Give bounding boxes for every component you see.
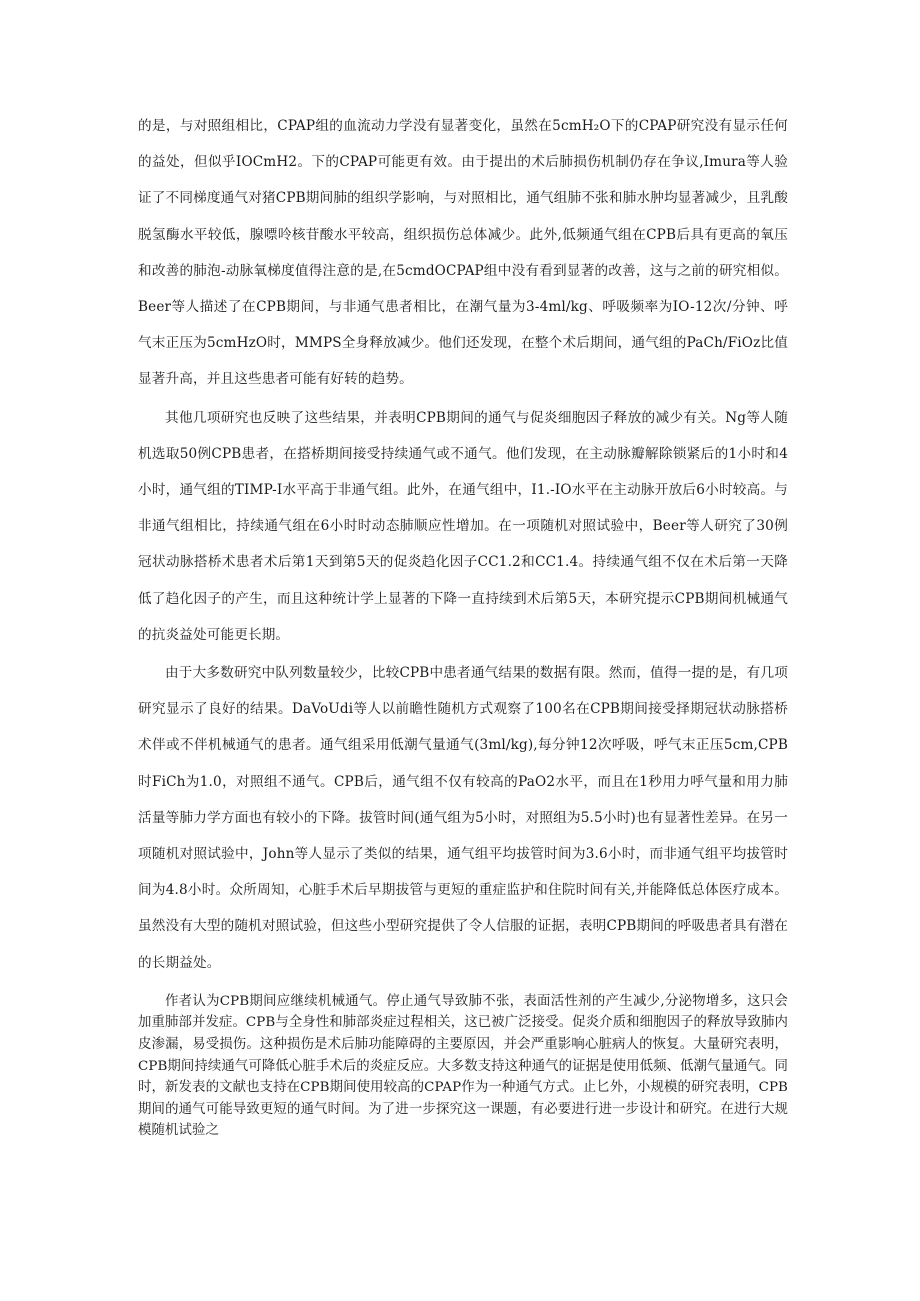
paragraph-3: 由于大多数研究中队列数量较少，比较CPB中患者通气结果的数据有限。然而，值得一提的是，有几项研究显示了良好的结果。DaVoUdi等人以前瞻性随机方式观察了100名在CPB期间接受择期冠状动脉搭桥术伴或不伴机械通气的患者。通气组采用低潮气量通气(3ml∕kg),每分钟12次呼吸，呼气末正压5cm,CPB时FiCh为1.0，对照组不通气。CPB后，通气组不仅有较高的PaO2水平，而且在1秒用力呼气量和用力肺活量等肺力学方面也有较小的下降。拔管时间(通气组为5小时，对照组为5.5小时)也有显著性差异。在另一项随机对照试验中，John等人显示了类似的结果，通气组平均拔管时间为3.6小时，而非通气组平均拔管时间为4.8小时。众所周知，心脏手术后早期拔管与更短的重症监护和住院时间有关,并能降低总体医疗成本。虽然没有大型的随机对照试验，但这些小型研究提供了令人信服的证据，表明CPB期间的呼吸患者具有潜在的长期益处。 — [138, 665, 788, 971]
paragraph-2: 其他几项研究也反映了这些结果，并表明CPB期间的通气与促炎细胞因子释放的减少有关。Ng等人随机选取50例CPB患者，在搭桥期间接受持续通气或不通气。他们发现，在主动脉瓣解除锁紧后的1小时和4小时，通气组的TIMP-I水平高于非通气组。此外，在通气组中，I1.-IO水平在主动脉开放后6小时较高。与非通气组相比，持续通气组在6小时时动态肺顺应性增加。在一项随机对照试验中，Beer等人研究了30例冠状动脉搭桥术患者术后第1天到第5天的促炎趋化因子CC1.2和CC1.4。持续通气组不仅在术后第一天降低了趋化因子的产生，而且这种统计学上显著的下降一直持续到术后第5天，本研究提示CPB期间机械通气的抗炎益处可能更长期。 — [138, 409, 788, 643]
paragraph-4: 作者认为CPB期间应继续机械通气。停止通气导致肺不张，表面活性剂的产生减少,分泌物增多，这只会加重肺部并发症。CPB与全身性和肺部炎症过程相关，这已被广泛接受。促炎介质和细胞因子的释放导致肺内皮渗漏，易受损伤。这种损伤是术后肺功能障碍的主要原因，并会严重影响心脏病人的恢复。大量研究表明，CPB期间持续通气可降低心脏手术后的炎症反应。大多数支持这种通气的证据是使用低频、低潮气量通气。同时，新发表的文献也支持在CPB期间使用较高的CPAP作为一种通气方式。止匕外，小规模的研究表明，CPB期间的通气可能导致更短的通气时间。为了进一步探究这一课题，有必要进行进一步设计和研究。在进行大规模随机试验之 — [138, 993, 788, 1139]
document-page — [138, 108, 788, 1142]
paragraph-1: 的是，与对照组相比，CPAP组的血流动力学没有显著变化，虽然在5cmH₂O下的CPAP研究没有显示任何的益处，但似乎IOCmH2。下的CPAP可能更有效。由于提出的术后肺损伤机制仍存在争议,Imura等人验证了不同梯度通气对猪CPB期间肺的组织学影响，与对照相比，通气组肺不张和肺水肿均显著减少，且乳酸脱氢酶水平较低，腺嘌呤核苷酸水平较高，组织损伤总体减少。此外,低频通气组在CPB后具有更高的氧压和改善的肺泡-动脉氧梯度值得注意的是,在5cmdOCPAP组中没有看到显著的改善，这与之前的研究相似。Beer等人描述了在CPB期间，与非通气患者相比，在潮气量为3-4ml/kg、呼吸频率为IO-12次/分钟、呼气末正压为5cmHzO时，MMPS全身释放减少。他们还发现，在整个术后期间，通气组的PaCh/FiOz比值显著升高，并且这些患者可能有好转的趋势。 — [138, 118, 788, 388]
